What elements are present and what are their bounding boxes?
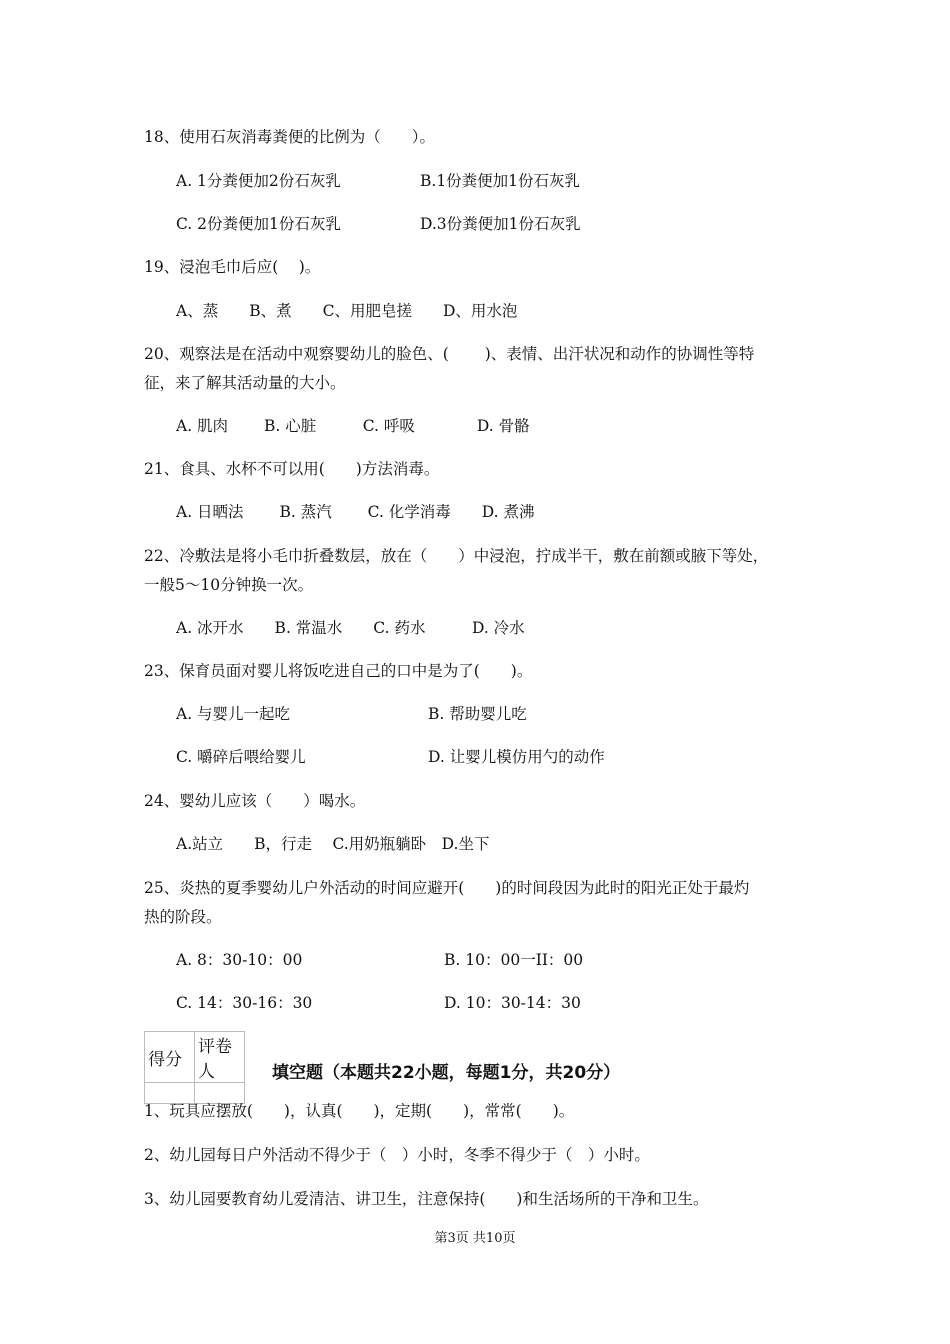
q25-option-c[interactable]: C. 14：30-16：30 — [176, 994, 313, 1012]
q23-option-c[interactable]: C. 嚼碎后喂给婴儿 — [176, 748, 306, 766]
q23-stem: 23、保育员面对婴儿将饭吃进自己的口中是为了( )。 — [144, 662, 533, 680]
q18-option-b[interactable]: B.1份粪便加1份石灰乳 — [420, 172, 581, 190]
q25-option-b[interactable]: B. 10：00一II：00 — [444, 951, 584, 969]
grader-label: 评卷人 — [195, 1032, 245, 1083]
q25-stem-line2: 热的阶段。 — [144, 908, 222, 926]
q18-stem: 18、使用石灰消毒粪便的比例为（ ）。 — [144, 128, 435, 146]
q20-stem-line1: 20、观察法是在活动中观察婴幼儿的脸色、( )、表情、出汗状况和动作的协调性等特 — [144, 345, 755, 363]
q22-stem-line1: 22、冷敷法是将小毛巾折叠数层，放在（ ）中浸泡，拧成半干，敷在前额或腋下等处， — [144, 547, 769, 565]
page-footer: 第3页 共10页 — [434, 1231, 516, 1246]
q25-option-a[interactable]: A. 8：30-10：00 — [176, 951, 303, 969]
section-title: 填空题（本题共22小题，每题1分，共20分） — [272, 1063, 621, 1083]
q23-option-d[interactable]: D. 让婴儿模仿用勺的动作 — [428, 748, 605, 766]
q18-option-c[interactable]: C. 2份粪便加1份石灰乳 — [176, 215, 341, 233]
q18-option-a[interactable]: A. 1分粪便加2份石灰乳 — [176, 172, 341, 190]
q25-option-d[interactable]: D. 10：30-14：30 — [444, 994, 581, 1012]
q23-option-a[interactable]: A. 与婴儿一起吃 — [176, 705, 291, 723]
q24-stem: 24、婴幼儿应该（ ）喝水。 — [144, 792, 366, 810]
q21-options[interactable]: A. 日晒法 B. 蒸汽 C. 化学消毒 D. 煮沸 — [176, 503, 535, 521]
q24-options[interactable]: A.站立 B，行走 C.用奶瓶躺卧 D.坐下 — [176, 835, 490, 853]
score-box — [144, 1031, 245, 1104]
fill-blank-2: 2、幼儿园每日户外活动不得少于（ ）小时，冬季不得少于（ ）小时。 — [144, 1146, 650, 1164]
q21-stem: 21、食具、水杯不可以用( )方法消毒。 — [144, 460, 440, 478]
q22-options[interactable]: A. 冰开水 B. 常温水 C. 药水 D. 冷水 — [176, 619, 525, 637]
score-label: 得分 — [145, 1032, 195, 1083]
q19-options[interactable]: A、蒸 B、煮 C、用肥皂搓 D、用水泡 — [176, 302, 518, 320]
q20-options[interactable]: A. 肌肉 B. 心脏 C. 呼吸 D. 骨骼 — [176, 417, 530, 435]
q22-stem-line2: 一般5～10分钟换一次。 — [144, 576, 314, 594]
q20-stem-line2: 征，来了解其活动量的大小。 — [144, 374, 346, 392]
q25-stem-line1: 25、炎热的夏季婴幼儿户外活动的时间应避开( )的时间段因为此时的阳光正处于最灼 — [144, 879, 750, 897]
q18-option-d[interactable]: D.3份粪便加1份石灰乳 — [420, 215, 581, 233]
q19-stem: 19、浸泡毛巾后应( )。 — [144, 258, 321, 276]
q23-option-b[interactable]: B. 帮助婴儿吃 — [428, 705, 527, 723]
fill-blank-1: 1、玩具应摆放( )，认真( )，定期( )，常常( )。 — [144, 1102, 575, 1120]
fill-blank-3: 3、幼儿园要教育幼儿爱清洁、讲卫生，注意保持( )和生活场所的干净和卫生。 — [144, 1190, 709, 1208]
